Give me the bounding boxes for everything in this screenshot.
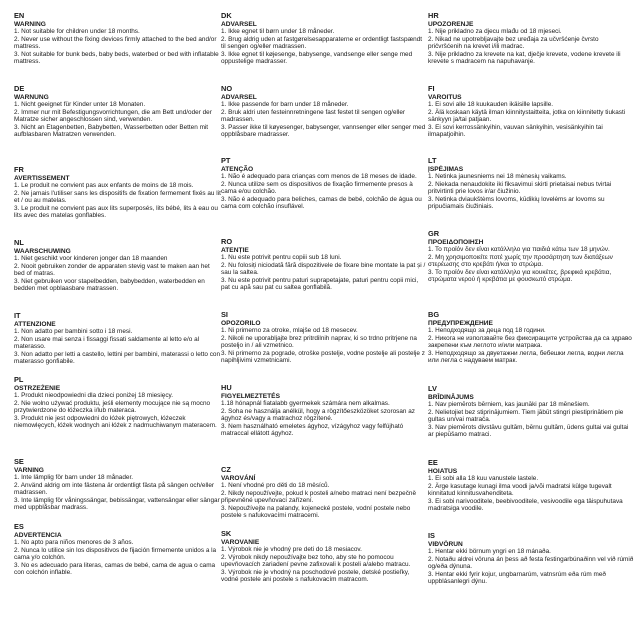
warning-block-gr xyxy=(428,230,634,311)
warning-block-hr xyxy=(428,12,634,85)
warning-block-ro xyxy=(221,238,428,311)
warning-block-si xyxy=(221,311,428,384)
warning-block-nl xyxy=(14,239,221,312)
language-code: IS xyxy=(428,532,435,540)
warning-text: 1. Ikke passende for barn under 18 måneder. 2. Bruk aldri uten festeinnretningene fast festet til sengen og/eller madrassen. 3. Passer ikke til køyesenger, babysenger, vannsenger eller senger med oppblåsbare madrasser. xyxy=(221,101,426,139)
language-code: NO xyxy=(221,85,233,93)
warning-block-se xyxy=(14,458,221,523)
warning-block-en xyxy=(14,12,221,85)
warning-block-lv xyxy=(428,385,634,459)
warning-block-pl xyxy=(14,376,221,458)
warning-text: 1. Nicht geeignet für Kinder unter 18 Monaten. 2. Immer nur mit Befestigungsvorrichtungen, die am Bett und/oder der Matratze sicher angeschlossen sind, verwenden. 3. Nicht an Etagenbetten, Babybetten, Wasserbetten oder Betten mit aufblasbaren Matratzen verwenden. xyxy=(14,101,212,139)
language-code: DK xyxy=(221,12,232,20)
warning-title: HOIATUS xyxy=(428,467,458,475)
warning-title: ĮSPĖJIMAS xyxy=(428,165,464,173)
warning-block-bg xyxy=(428,311,634,385)
warning-text: 1. Not suitable for children under 18 months. 2. Never use without the fixing devices firmly attached to the bed and/or mattress. 3. Not suitable for bunk beds, baby beds, waterbed or bed with inflatable mattress. xyxy=(14,28,219,66)
warning-title: VAROVÁNÍ xyxy=(221,474,256,482)
warning-title: FIGYELMEZTETÉS xyxy=(221,392,280,400)
warning-title: ADVARSEL xyxy=(221,93,257,101)
warning-text: 1. Não é adequado para crianças com menos de 18 meses de idade. 2. Nunca utilize sem os dispositivos de fixação firmemente presos à cama e/ou colchão. 3. Não é adequado para beliches, camas de bebé, colchão de água ou cama com colchão insuflável. xyxy=(221,173,422,211)
language-code: BG xyxy=(428,311,440,319)
warning-text: 1. Nu este potrivit pentru copiii sub 18 luni. 2. Nu folosiți niciodată fără dispozitivele de fixare bine montate la pat și / sau la saltea. 3. Nu este potrivit pentru paturi suprapetajate, paturi pentru copii mici, pat cu apă sau pat cu saltea gonflabilă. xyxy=(221,254,426,292)
warning-text: 1. Niet geschikt voor kinderen jonger dan 18 maanden 2. Nooit gebruiken zonder de apparaten stevig vast te maken aan het bed of matras. 3. Niet gebruiken voor stapelbedden, babybedden, waterbedden en bedden met opblaasbare matrassen. xyxy=(14,255,210,293)
warning-title: BRĪDINĀJUMS xyxy=(428,393,474,401)
warning-title: VAROVANIE xyxy=(221,538,260,546)
warning-title: UPOZORENJE xyxy=(428,20,474,28)
warning-text: 1. No apto para niños menores de 3 años. 2. Nunca lo utilice sin los dispositivos de fijación firmemente unidos a la cama y/o colchón. 3. No es adecuado para literas, camas de bebé, cama de agua o cama con colchón inflable. xyxy=(14,539,217,577)
warning-text: 1. Nije prikladno za djecu mlađu od 18 mjeseci. 2. Nikad ne upotrebljavajte bez uređaja za učvršćenje čvrsto pričvršćenih na krevet i/ili madrac. 3. Nije prikladno za krevete na kat, dječje krevete, vodene krevete ili krevete s madracem na napuhavanje. xyxy=(428,28,621,66)
warning-title: WARNUNG xyxy=(14,93,49,101)
warning-block-fr xyxy=(14,166,221,239)
warning-block-pt xyxy=(221,157,428,238)
warning-text: 1. Není vhodné pro děti do 18 měsíců. 2. Nikdy nepoužívejte, pokud k posteli a/nebo matraci není bezpečně připevněné upevňovací zařízení. 3. Nepoužívejte na palandy, kojenecké postele, vodní postele nebo postele s nafukovacími matracemi. xyxy=(221,482,417,520)
warning-text: 1. Produkt nieodpowiedni dla dzieci poniżej 18 miesięcy. 2. Nie wolno używać produktu, jeśli elementy mocujące nie są mocno przytwierdzone do łóżeczka i/lub materaca. 3. Produkt nie jest odpowiedni do łóżek piętrowych, łóżeczek niemowlęcych, łóżek wodnych ani łóżek z nadmuchiwanym materacem. xyxy=(14,392,217,430)
language-code: PT xyxy=(221,157,231,165)
warning-block-it xyxy=(14,312,221,376)
column-2 xyxy=(221,12,428,620)
language-code: DE xyxy=(14,85,25,93)
warning-text: 1. Le produit ne convient pas aux enfants de moins de 18 mois. 2. Ne jamais l'utiliser sans les dispositifs de fixation fermement fixés au lit et / ou au matelas. 3. Le produit ne convient pas aux lits superposés, lits bébé, lits à eau ou lits avec des matelas gonflables. xyxy=(14,182,221,220)
language-code: SI xyxy=(221,311,228,319)
language-code: SK xyxy=(221,530,232,538)
warning-text: 1. Výrobok nie je vhodný pre deti do 18 mesiacov. 2. Výrobok nikdy nepoužívajte bez toho, aby ste ho pomocou upevňovacích zariadení pevne zafixovali k posteli a/alebo matracu. 3. Výrobok nie je vhodný na poschodové postele, detské postieľky, vodné postele ani postele s nafukovacím matracom. xyxy=(221,546,411,584)
warning-text: 1. Ni primerno za otroke, mlajše od 18 mesecev. 2. Nikoli ne uporabljajte brez pritrdilnih naprav, ki so trdno pritrjene na posteljo in / ali vzmetnico. 3. Ni primerno za pograde, otroške postelje, vodne postelje ali postelje z napihljivimi vzmetnicami. xyxy=(221,327,425,365)
language-code: EE xyxy=(428,459,438,467)
warning-title: ATENÇÃO xyxy=(221,165,254,173)
language-code: CZ xyxy=(221,466,231,474)
warning-text: 1. Netinka jaunesniems nei 18 mėnesių vaikams. 2. Niekada nenaudokite iki fiksavimui skirti prietaisai nebus tvirtai pritvirtinti prie lovos ir/ar čiužinio. 3. Netinka dviaukštėms lovoms, kūdikių lovelėms ar lovoms su pripučiamais čiužiniais. xyxy=(428,173,612,211)
language-grid xyxy=(14,12,632,620)
warning-title: ПРЕДУПРЕЖДЕНИЕ xyxy=(428,319,493,327)
warning-block-dk xyxy=(221,12,428,85)
warning-title: WAARSCHUWING xyxy=(14,247,71,255)
warning-text: 1. Το προϊόν δεν είναι κατάλληλο για παιδιά κάτω των 18 μηνών. 2. Μη χρησιμοποιείτε ποτέ χωρίς την προσάρτηση των διατάξεων στερέωσης στο κρεβάτι ή/και το στρώμα. 3. Το προϊόν δεν είναι κατάλληλο για κουκέτες, βρεφικά κρεβάτια, στρώματα νερού ή κρεβάτια με φουσκωτό στρώμα. xyxy=(428,246,613,284)
language-code: FR xyxy=(14,166,24,174)
language-code: FI xyxy=(428,85,435,93)
language-code: HR xyxy=(428,12,439,20)
warning-block-lt xyxy=(428,157,634,230)
language-code: NL xyxy=(14,239,24,247)
warning-title: VARNING xyxy=(14,466,44,474)
warning-block-es xyxy=(14,523,221,587)
warning-block-cz xyxy=(221,466,428,530)
warning-block-no xyxy=(221,85,428,157)
language-code: HU xyxy=(221,384,232,392)
language-code: IT xyxy=(14,312,21,320)
warning-block-is xyxy=(428,532,634,620)
warning-text: 1. Non adatto per bambini sotto i 18 mesi. 2. Non usare mai senza i fissaggi fissati saldamente al letto e/o al materasso. 3. Non adatto per letti a castello, lettini per bambini, materassi o letto con materasso gonfiabile. xyxy=(14,328,221,366)
warning-text: 1. Ikke egnet til børn under 18 måneder. 2. Brug aldrig uden at fastgørelsesapparaterne er ordentligt fastspændt til sengen og/eller madrassen. 3. Ikke egnet til køjesenge, babysenge, vandsenge eller senge med oppustelige madrasser. xyxy=(221,28,423,66)
warning-title: ΠΡΟΕΙΔΟΠΟΙΗΣΗ xyxy=(428,238,484,246)
warning-title: VIÐVÖRUN xyxy=(428,540,463,548)
warning-block-hu xyxy=(221,384,428,466)
warning-text: 1. Inte lämplig för barn under 18 månader. 2. Använd aldrig om inte fästena är ordentligt fästa på sängen och/eller madrassen. 3. Inte lämplig för våningssängar, bebissängar, vattensängar eller sängar med uppblåsbar madrass. xyxy=(14,474,220,512)
language-code: PL xyxy=(14,376,24,384)
warning-block-sk xyxy=(221,530,428,620)
warning-title: VAROITUS xyxy=(428,93,462,101)
language-code: GR xyxy=(428,230,440,238)
warning-text: 1. Hentar ekki börnum yngri en 18 mánaða. 2. Notaðu aldrei vöruna án þess að festa festingarbúnaðinn vel við rúmið og/eða dýnuna. 3. Hentar ekki fyrir kojur, ungbarnarúm, vatnsrúm eða rúm með uppblásanlegri dýnu. xyxy=(428,548,634,586)
warning-title: WARNING xyxy=(14,20,46,28)
warning-title: ATTENZIONE xyxy=(14,320,56,328)
warning-block-fi xyxy=(428,85,634,157)
warning-title: OPOZORILO xyxy=(221,319,261,327)
warning-block-de xyxy=(14,85,221,166)
warning-title: OSTRZEŻENIE xyxy=(14,384,61,392)
warning-text: 1. Ei sobi alla 18 kuu vanustele lastele. 2. Ärge kasutage kunagi ilma voodi ja/või madratsi külge tugevalt kinnitatud kinnitusvahenditeta. 3. Ei sobi narivooditele, beebivooditele, vesivoodile ega täispuhutava madratsiga voodile. xyxy=(428,475,623,513)
warning-text: 1. Неподходящо за деца под 18 години. 2. Никога не използвайте без фиксиращите устройства да са здраво закрепени към леглото и/или матрака. 3. Неподходящо за двуетажни легла, бебешки легла, водни легла или легла с надуваем матрак. xyxy=(428,327,632,365)
language-code: SE xyxy=(14,458,24,466)
warning-title: AVERTISSEMENT xyxy=(14,174,70,182)
language-code: EN xyxy=(14,12,25,20)
warning-text: 1. Ei sovi alle 18 kuukauden ikäisille lapsille. 2. Älä koskaan käytä ilman kiinnitystaitteita, jotka on kiinnitetty tiukasti sänkyyn ja/tai patjaan. 3. Ei sovi kerrossänkyihin, vauvan sänkyihin, vesisänkyihin tai ilmapatjoihin. xyxy=(428,101,626,139)
warning-title: ADVERTENCIA xyxy=(14,531,62,539)
warning-block-ee xyxy=(428,459,634,532)
column-3 xyxy=(428,12,634,620)
language-code: RO xyxy=(221,238,233,246)
language-code: ES xyxy=(14,523,24,531)
warning-text: 1. Nav piemērots bērniem, kas jaunāki par 18 mēnešiem. 2. Nelietojiet bez stiprinājumiem. Tiem jābūt stingri piestiprinātiem pie gultas un/vai matrača. 3. Nav piemērots divstāvu gultām, bērnu gultām, ūdens gultai vai gultai ar piepūšamo matraci. xyxy=(428,401,629,439)
language-code: LT xyxy=(428,157,437,165)
warning-title: ADVARSEL xyxy=(221,20,257,28)
warning-text: 1.18 hónapnál fiatalabb gyermekek számára nem alkalmas. 2. Soha ne használja anélkül, hogy a rögzítőeszközöket szorosan az ágyhoz és/vagy a matrachoz rögzítené. 3. Nem használható emeletes ágyhoz, vízágyhoz vagy felfújható matraccal ellátott ágyhoz. xyxy=(221,400,415,438)
column-1 xyxy=(14,12,221,620)
language-code: LV xyxy=(428,385,437,393)
warning-title: ATENȚIE xyxy=(221,246,249,254)
